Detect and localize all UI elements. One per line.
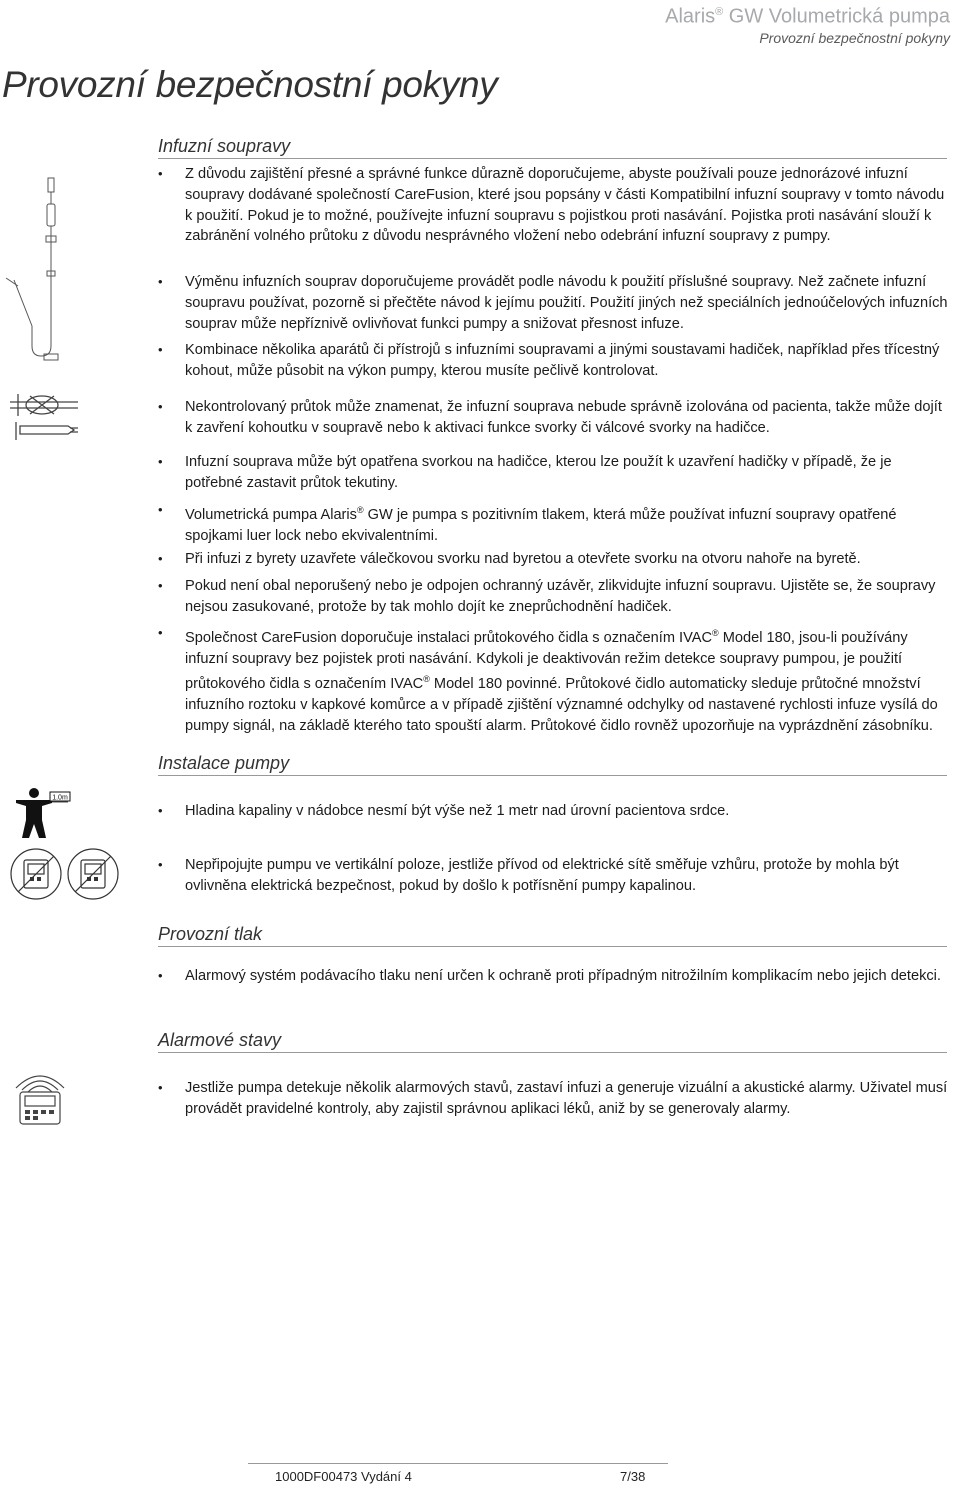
list-item: • Jestliže pumpa detekuje několik alarmových stavů, zastaví infuzi a generuje vizuální a akustické alarmy. Uživatel musí provádět pravidelné kontroly, aby zajistil správnou aplikaci léků, aniž by se generovaly alarmy.	[158, 1078, 948, 1120]
product-name: Alaris® GW Volumetrická pumpa	[665, 5, 950, 28]
document-id: 1000DF00473 Vydání 4	[275, 1469, 412, 1484]
list-item: • Hladina kapaliny v nádobce nesmí být výše než 1 metr nad úrovní pacientova srdce.	[158, 801, 948, 822]
section-heading-operating-pressure: Provozní tlak	[158, 923, 947, 947]
list-item: • Při infuzi z byrety uzavřete válečkovou svorku nad byretou a otevřete svorku na otvoru nahoře na byretě.	[158, 549, 948, 570]
running-header	[665, 0, 950, 47]
list-item: • Pokud není obal neporušený nebo je odpojen ochranný uzávěr, zlikvidujte infuzní soupravu. Ujistěte se, že soupravy nejsou zasukované, protože by tak mohlo dojít ke zneprůchodnění hadiček.	[158, 576, 948, 618]
list-item: • Společnost CareFusion doporučuje instalaci průtokového čidla s označením IVAC® Model 180, jsou-li používány infuzní soupravy bez pojistek proti nasávání. Kdykoli je deaktivován režim detekce soupravy pumpou, je použití průtokového čidla s označením IVAC® Model 180 povinné. Průtokové čidlo automaticky sleduje průtočné množství infuzního roztoku v kapkové komůrce a v případě zjištění významné odchylky od nastavené rychlosti infuze vysílá do pumpy signál, na základě kterého tato spouští alarm. Průtokové čidlo rovněž upozorňuje na vyprázdnění zásobníku.	[158, 623, 948, 737]
list-item: • Alarmový systém podávacího tlaku není určen k ochraně proti případným nitrožilním komplikacím nebo jejich detekci.	[158, 966, 948, 987]
page-number: 7/38	[620, 1469, 646, 1484]
clamp-icon	[8, 388, 80, 446]
list-item: • Výměnu infuzních souprav doporučujeme provádět podle návodu k použití příslušné soupravy. Než začnete infuzní soupravu používat, pozorně si přečtěte návod k jejímu použití. Použití jiných než speciálních jednoúčelových infuzních souprav může nepříznivě ovlivňovat funkci pumpy a snižovat přesnost infuze.	[158, 272, 948, 334]
list-item: • Kombinace několika aparátů či přístrojů s infuzními soupravami a jinými soustavami hadiček, například přes třícestný kohout, může působit na výkon pumpy, kterou musíte pečlivě kontrolovat.	[158, 340, 948, 382]
page-title: Provozní bezpečnostní pokyny	[2, 64, 498, 105]
infusion-set-icon	[4, 176, 76, 366]
list-item: • Infuzní souprava může být opatřena svorkou na hadičce, kterou lze použít k uzavření hadičky v případě, že je potřebné zastavit průtok tekutiny.	[158, 452, 948, 494]
list-item: • Z důvodu zajištění přesné a správné funkce důrazně doporučujeme, abyste používali pouze jednorázové infuzní soupravy dodávané společností CareFusion, které jsou popsány v části Kompatibilní infuzní soupravy v tomto návodu k použití. Pokud je to možné, používejte infuzní soupravu s pojistkou proti nasávání. Pojistka proti nasávání slouží k zabránění volného průtoku z důvodu nesprávného vložení nebo odebrání infuzní soupravy z pumpy.	[158, 164, 948, 247]
height-label: 1.0m	[52, 794, 68, 802]
no-vertical-mount-icon	[8, 846, 122, 902]
list-item: • Nepřipojujte pumpu ve vertikální poloze, jestliže přívod od elektrické sítě směřuje vzhůru, protože by mohla být ovlivněna elektrická bezpečnost, pokud by došlo k potřísnění pumpy kapalinou.	[158, 855, 948, 897]
list-item: • Volumetrická pumpa Alaris® GW je pumpa s pozitivním tlakem, která může používat infuzní soupravy opatřené spojkami luer lock nebo ekvivalentními.	[158, 500, 948, 546]
footer-divider	[248, 1463, 668, 1464]
section-heading-alarm-states: Alarmové stavy	[158, 1029, 947, 1053]
alarm-pump-icon	[8, 1066, 72, 1128]
section-heading-pump-install: Instalace pumpy	[158, 752, 947, 776]
section-heading-infusion-sets: Infuzní soupravy	[158, 135, 947, 159]
list-item: • Nekontrolovaný průtok může znamenat, že infuzní souprava nebude správně izolována od pacienta, takže může dojít k zavření kohoutku v soupravě nebo k aktivaci funkce svorky či válcové svorky na hadičce.	[158, 397, 948, 439]
patient-height-icon	[6, 786, 72, 838]
header-section-name: Provozní bezpečnostní pokyny	[759, 29, 950, 46]
